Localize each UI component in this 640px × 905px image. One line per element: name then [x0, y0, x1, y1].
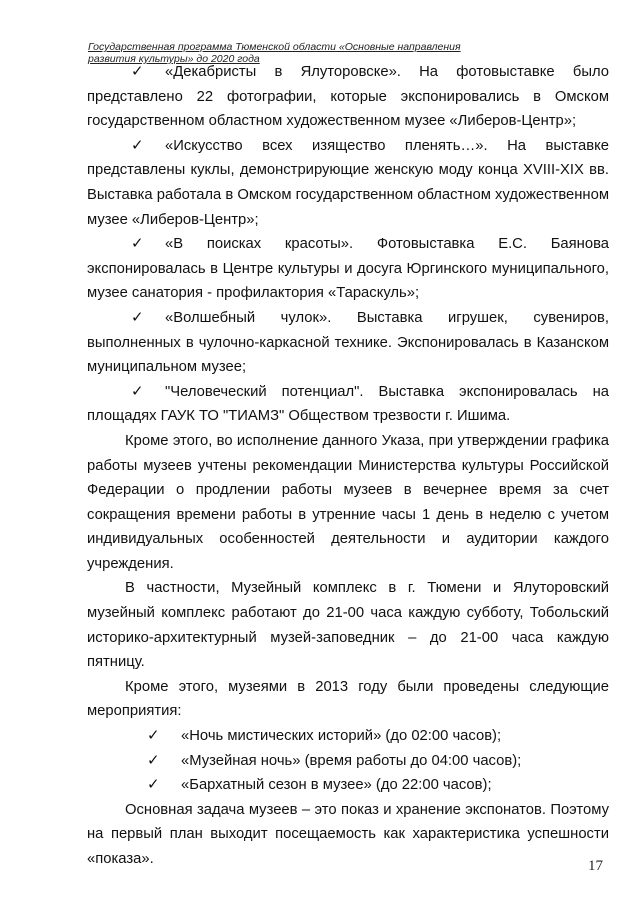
exhibition-text: «В поисках красоты». Фотовыставка Е.С. Баянова экспонировалась в Центре культуры и досуга Юргинского муниципального, музее санатория - профилактория «Тараскуль»; [87, 236, 609, 302]
checkmark-icon: ✓ [147, 777, 160, 794]
checkmark-icon: ✓ [147, 728, 160, 745]
header-line-1: Государственная программа Тюменской области «Основные направления [88, 41, 461, 53]
exhibition-item-2 [87, 134, 609, 232]
exhibition-text: «Декабристы в Ялуторовске». На фотовыставке было представлено 22 фотографии, которые экспонировались в Омском государственном областном художественном музее «Либеров-Центр»; [87, 64, 609, 130]
checkmark-icon: ✓ [131, 137, 144, 154]
event-text: «Музейная ночь» (время работы до 04:00 часов); [181, 752, 522, 769]
paragraph-main-task: Основная задача музеев – это показ и хранение экспонатов. Поэтому на первый план выходит посещаемость как характеристика успешности «показа». [87, 801, 609, 867]
exhibition-item-5 [87, 380, 609, 429]
event-item-3 [87, 773, 609, 798]
checkmark-icon: ✓ [131, 236, 144, 253]
checkmark-icon: ✓ [131, 64, 144, 80]
exhibition-item-1 [87, 60, 609, 134]
event-text: «Ночь мистических историй» (до 02:00 часов); [181, 728, 502, 745]
paragraph-opening-hours: В частности, Музейный комплекс в г. Тюмени и Ялуторовский музейный комплекс работают до 21-00 часа каждую субботу, Тобольский историко-архитектурный музей-заповедник – до 21-00 часа каждую пятницу. [87, 580, 609, 671]
event-text: «Бархатный сезон в музее» (до 22:00 часов); [181, 777, 492, 794]
event-item-2 [87, 749, 609, 774]
exhibition-text: "Человеческий потенциал". Выставка экспонировалась на площадях ГАУК ТО "ТИАМЗ" Обществом трезвости г. Ишима. [87, 383, 609, 425]
exhibition-item-3 [87, 232, 609, 306]
event-item-1 [87, 724, 609, 749]
exhibition-item-4 [87, 306, 609, 380]
paragraph-schedule-recommendations: Кроме этого, во исполнение данного Указа, при утверждении графика работы музеев учтены рекомендации Министерства культуры Российской Федерации о продлении работы музеев в вечернее время за счет сокращения времени работы в утренние часы 1 день в неделю с учетом индивидуальных особенностей деятельности и аудитории каждого учреждения. [87, 432, 609, 572]
checkmark-icon: ✓ [131, 383, 144, 400]
exhibition-text: «Волшебный чулок». Выставка игрушек, сувениров, выполненных в чулочно-каркасной технике. Экспонировалась в Казанском муниципальном музее; [87, 309, 609, 376]
checkmark-icon: ✓ [131, 309, 144, 326]
exhibition-text: «Искусство всех изящество пленять…». На выставке представлены куклы, демонстрирующие женскую моду конца XVIII-XIX вв. Выставка работала в Омском государственном областном художественном музее «Либеров-Центр»; [87, 137, 609, 228]
checkmark-icon: ✓ [147, 752, 160, 769]
document-body [87, 60, 609, 872]
header-line-2: развития культуры» до 2020 года [88, 53, 260, 65]
paragraph-events-intro: Кроме этого, музеями в 2013 году были проведены следующие мероприятия: [87, 678, 609, 720]
page-number: 17 [588, 858, 603, 874]
